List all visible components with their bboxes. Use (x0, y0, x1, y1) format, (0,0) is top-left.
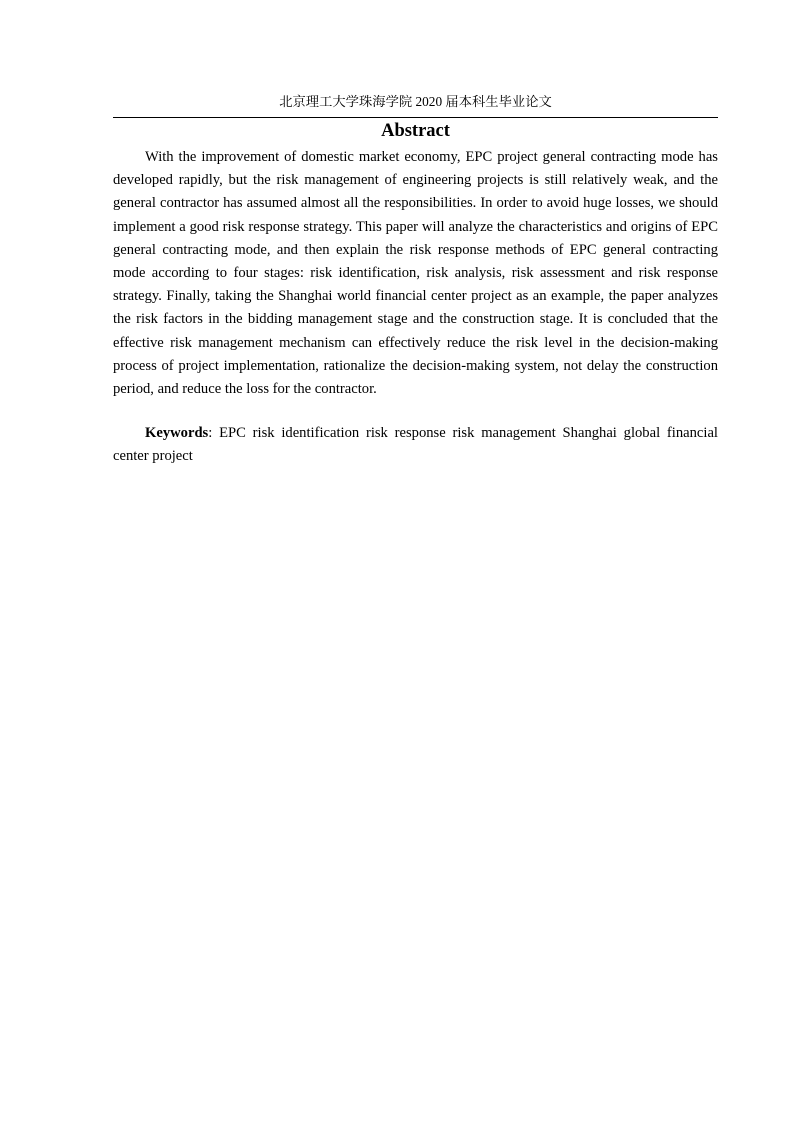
keywords-label: Keywords (145, 425, 209, 441)
running-header: 北京理工大学珠海学院 2020 届本科生毕业论文 (279, 94, 552, 109)
header-rule (113, 117, 718, 118)
abstract-title: Abstract (381, 121, 450, 141)
keywords-separator: : (208, 425, 213, 441)
keywords-paragraph (113, 422, 718, 468)
keywords-text: EPC risk identification risk response risk management Shanghai global financial center project (113, 425, 718, 465)
abstract-paragraph: With the improvement of domestic market economy, EPC project general contracting mode has developed rapidly, but the risk management of engineering projects is still relatively weak, and the general contractor has assumed almost all the responsibilities. In order to avoid huge losses, we should implement a good risk response strategy. This paper will analyze the characteristics and origins of EPC general contracting mode, and then explain the risk response methods of EPC general contracting mode according to four stages: risk identification, risk analysis, risk assessment and risk response strategy. Finally, taking the Shanghai world financial center project as an example, the paper analyzes the risk factors in the bidding management stage and the construction stage. It is concluded that the effective risk management mechanism can effectively reduce the risk level in the decision-making process of project implementation, rationalize the decision-making system, not delay the construction period, and reduce the loss for the contractor. (113, 149, 718, 398)
